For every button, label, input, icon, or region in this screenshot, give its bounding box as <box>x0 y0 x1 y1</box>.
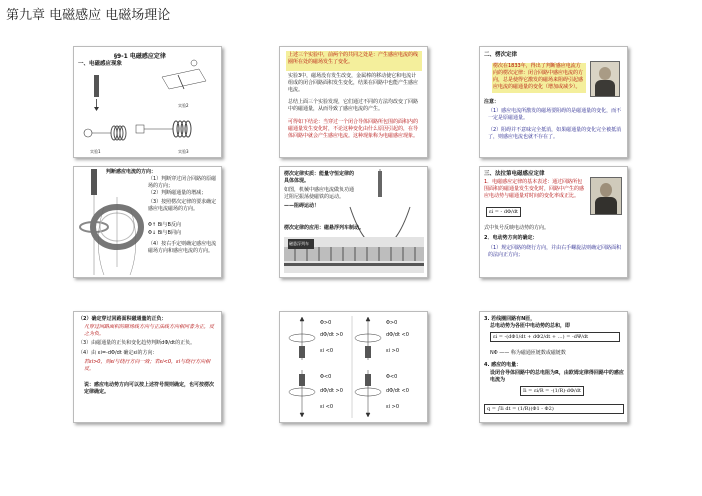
slide-title: §9-1 电磁感应定律 <box>114 53 166 60</box>
paragraph-1: （2）确定穿过回路面积磁通量的正负： <box>78 316 167 322</box>
experiment-1-label: 实验1 <box>90 149 101 154</box>
charge-equation: q = ∫Ii dt = (1/R)(Φ1 - Φ2) <box>484 404 624 414</box>
formula-flux-decrease: Φ↓ Bi与B同向 <box>148 230 181 236</box>
lenz-law-text: 楞次在1833年，得出了判断感应电流方向的楞次定律：闭合回路中感应电流的方向，总是使得它激发的磁场来阻碍引起感应电流的磁通量的变化（增加或减少）。 <box>493 63 584 90</box>
paragraph-6: 说：感应电动势方向可以按上述符号规则确定，也可按楞次定律确定。 <box>84 382 215 395</box>
case-1-emf: εi <0 <box>320 348 334 354</box>
paragraph-1: 上述三个实验中，前两个的共同之处是：产生感应电流的线圈所在处的磁场发生了变化。 <box>288 52 419 65</box>
slide-subtitle: 一、电磁感应现象 <box>78 61 123 67</box>
experiment-3-label: 实验3 <box>178 149 189 154</box>
note-1: （1）感应电流所激发的磁场要阻碍的是磁通量的变化，而不一定是原磁通量。 <box>488 108 622 121</box>
paragraph-3: 2．电动势方向的确定： <box>484 235 538 241</box>
maglev-label: 磁悬浮列车 <box>289 241 309 246</box>
paragraph-2: 如图，机械中感应电流做负功通过阻尼振荡使磁铁的运动。 <box>284 187 355 200</box>
page-header: 第九章 电磁感应 电磁场理论 <box>6 8 171 23</box>
case-3-rate: dΦ/dt >0 <box>320 388 343 394</box>
paragraph-2: 式中负号反映电动势的方向。 <box>484 225 550 231</box>
slide-heading: 判断感应电流的方向： <box>106 169 157 175</box>
note-2: （2）阻碍并不意味完全抵消，如果磁通量的变化完全被抵消了，则感应电流也就不存在了。 <box>488 127 622 140</box>
loop-diagrams <box>280 312 427 422</box>
case-4-emf: εi >0 <box>386 404 400 410</box>
paragraph-2: 总电动势为各匝中电动势的总和，即 <box>490 323 571 329</box>
paragraph-5: 若εi>0，则εi与绕行方向一致；若εi<0，εi与绕行方向相反。 <box>84 359 211 372</box>
case-2-emf: εi >0 <box>386 348 400 354</box>
paragraph-4: 楞次定律的应用：磁悬浮列车制动。 <box>284 225 365 231</box>
note-label: 注意： <box>484 99 500 105</box>
formula-flux-increase: Φ↑ Bi与B反向 <box>148 222 181 228</box>
paragraph-3: 总结上面三个实验发现，它们通过不同的方法均改变了回路中的磁通量，从而导致了感应电流的产生。 <box>288 99 419 112</box>
step-1: （1）判断穿过闭合回路的原磁场的方向； <box>148 176 217 189</box>
paragraph-2: 凡穿过回路面积的磁场线方向与正法线方向相同者为正，反之为负。 <box>84 324 215 337</box>
case-1-flux: Φ>0 <box>320 320 332 326</box>
slide-6 <box>479 166 628 278</box>
case-4-rate: dΦ/dt <0 <box>386 388 409 394</box>
slide-2 <box>279 46 428 158</box>
experiment-2-label: 实验2 <box>178 103 189 108</box>
paragraph-4: （1）规定回路的绕行方向，并由右手螺旋法则确定回路面积的法向正方向； <box>488 245 622 258</box>
current-equation: Ii = εi/R = -(1/R)·dΦ/dt <box>520 386 584 396</box>
step-4: （4）按右手定则确定感应电流磁场方向和感应电流的方向。 <box>148 241 217 254</box>
slide-9 <box>479 311 628 423</box>
paragraph-3: （3）由磁通量的正负和变化趋势判断dΦ/dt的正负。 <box>78 340 196 346</box>
step-3: （3）按照楞次定律的要求确定感应电流磁场的方向。 <box>148 199 217 212</box>
paragraph-3: ——阻碍运动！ <box>284 203 320 209</box>
paragraph-1: 3. 若线圈回路有N匝， <box>484 316 536 322</box>
case-3-flux: Φ<0 <box>320 374 332 380</box>
slide-heading: 二、楞次定律 <box>484 52 518 58</box>
coil-experiment-figure <box>74 47 221 157</box>
paragraph-4: 可得如下结论：当穿过一个闭合导体回路所包围的面积内的磁通量发生变化时，不论这种变化由什么原因引起的，在导体回路中就会产生感应电流。这种现象称为电磁感应现象。 <box>288 119 419 139</box>
slide-heading: 三、法拉第电磁感应定律 <box>484 171 545 177</box>
slide-8 <box>279 311 428 423</box>
faraday-portrait <box>590 177 622 215</box>
paragraph-4: （4）由 εi=-dΦ/dt 确定εi的方向： <box>78 350 158 356</box>
paragraph-1: 楞次定律实质：能量守恒定律的具体体现。 <box>284 171 355 184</box>
case-2-rate: dΦ/dt <0 <box>386 332 409 338</box>
slide-3 <box>479 46 628 158</box>
paragraph-2: 实验3中，磁场没有发生改变，金属棒的移动使它和电流计组成的闭合回路面积发生变化，结果在回路中也能产生感应电流。 <box>288 73 419 93</box>
n-turn-equation: εi = -(dΦ1/dt + dΦ2/dt + …) = -dΨ/dt <box>490 332 620 342</box>
lenz-portrait <box>590 61 620 97</box>
case-2-flux: Φ>0 <box>386 320 398 326</box>
step-2: （2）判断磁通量的增减； <box>148 190 207 196</box>
slide-1 <box>73 46 222 158</box>
slide-5 <box>279 166 428 278</box>
case-1-rate: dΦ/dt >0 <box>320 332 343 338</box>
slide-4 <box>73 166 222 278</box>
paragraph-5: 设闭合导体回路中的总电阻为R，由欧姆定律得回路中的感应电流为 <box>490 370 624 383</box>
paragraph-4: 4. 感应的电量： <box>484 362 522 368</box>
paragraph-1: 1．电磁感应定律的基本表述：通过回路所包围面积的磁通量发生变化时，回路中产生的感应电动势与磁通量对时间的变化率成正比。 <box>484 179 585 199</box>
faraday-equation: εi = - dΦ/dt <box>486 207 521 217</box>
paragraph-3: NΦ —— 称为磁通匝链数或磁链数 <box>490 350 566 356</box>
slide-7 <box>73 311 222 423</box>
case-3-emf: εi <0 <box>320 404 334 410</box>
case-4-flux: Φ<0 <box>386 374 398 380</box>
